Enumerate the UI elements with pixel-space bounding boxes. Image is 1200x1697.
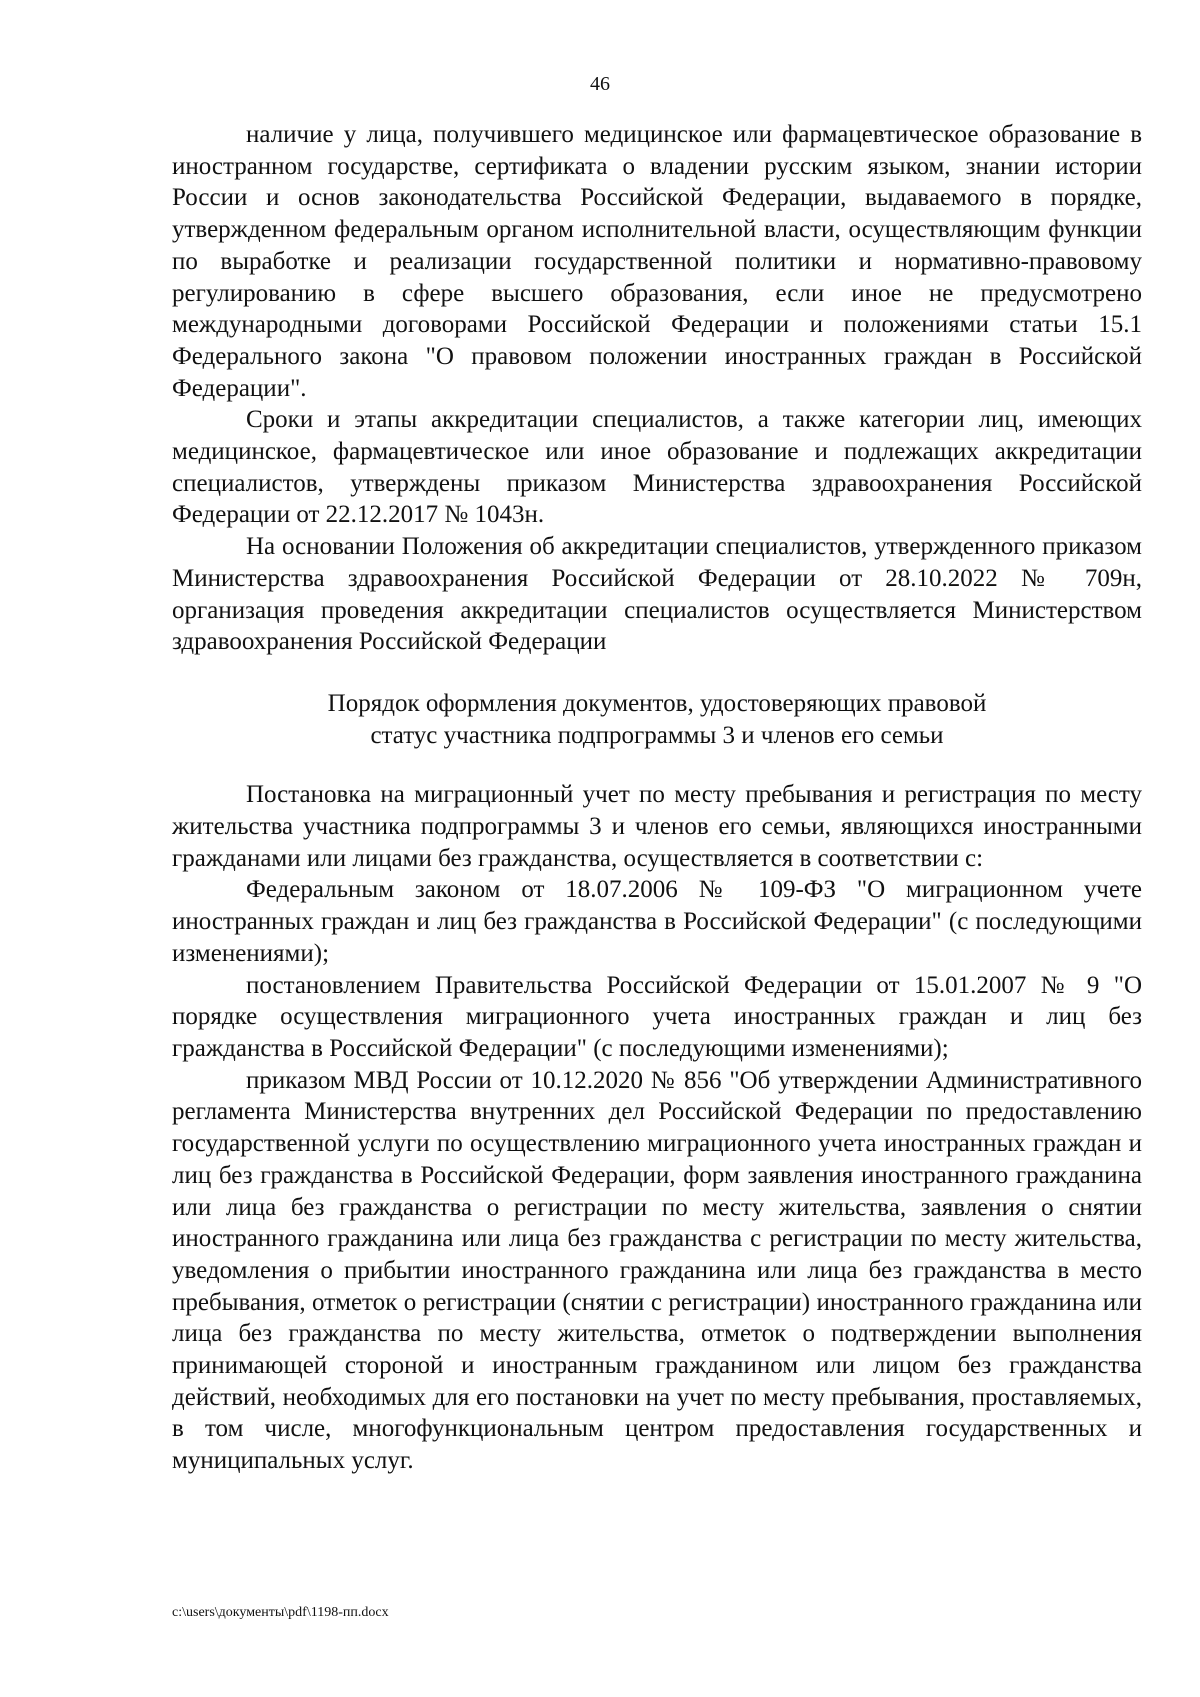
section-heading-line-1: Порядок оформления документов, удостоверяющих правовой <box>327 689 987 717</box>
paragraph-migration-registration: Постановка на миграционный учет по месту пребывания и регистрация по месту жительства участника подпрограммы 3 и членов его семьи, являющихся иностранными гражданами или лицами без гражданства, осуществляется в соответствии с: <box>172 781 1142 872</box>
paragraph-accreditation-organization: На основании Положения об аккредитации специалистов, утвержденного приказом Министерства здравоохранения Российской Федерации от 28.10.2022 № 709н, организация проведения аккредитации специалистов осуществляется Министерством здравоохранения Российской Федерации <box>172 533 1142 656</box>
section-heading <box>172 688 1142 751</box>
document-body <box>172 119 1142 1477</box>
paragraph-certificate-requirement: наличие у лица, получившего медицинское или фармацевтическое образование в иностранном государстве, сертификата о владении русским языком, знании истории России и основ законодательства Российской Федерации, выдаваемого в порядке, утвержденном федеральным органом исполнительной власти, осуществляющим функции по выработке и реализации государственной политики и нормативно-правовому регулированию в сфере высшего образования, если иное не предусмотрено международными договорами Российской Федерации и положениями статьи 15.1 Федерального закона "О правовом положении иностранных граждан в Российской Федерации". <box>172 121 1142 402</box>
page-number: 46 <box>590 73 610 95</box>
footer-file-path: c:\users\документы\pdf\1198-пп.docx <box>172 1605 389 1620</box>
paragraph-federal-law-109: Федеральным законом от 18.07.2006 № 109-ФЗ "О миграционном учете иностранных граждан и лиц без гражданства в Российской Федерации" (с последующими изменениями); <box>172 876 1142 967</box>
paragraph-accreditation-terms: Сроки и этапы аккредитации специалистов, а также категории лиц, имеющих медицинское, фармацевтическое или иное образование и подлежащих аккредитации специалистов, утверждены приказом Министерства здравоохранения Российской Федерации от 22.12.2017 № 1043н. <box>172 406 1142 529</box>
paragraph-government-decree-9: постановлением Правительства Российской Федерации от 15.01.2007 № 9 "О порядке осуществления миграционного учета иностранных граждан и лиц без гражданства в Российской Федерации" (с последующими изменениями); <box>172 971 1142 1062</box>
paragraph-mvd-order-856: приказом МВД России от 10.12.2020 № 856 "Об утверждении Административного регламента Министерства внутренних дел Российской Федерации по предоставлению государственной услуги по осуществлению миграционного учета иностранных граждан и лиц без гражданства в Российской Федерации, форм заявления иностранного гражданина или лица без гражданства о регистрации по месту жительства, заявления о снятии иностранного гражданина или лица без гражданства с регистрации по месту жительства, уведомления о прибытии иностранного гражданина или лица без гражданства в место пребывания, отметок о регистрации (снятии с регистрации) иностранного гражданина или лица без гражданства по месту жительства, отметок о подтверждении выполнения принимающей стороной и иностранным гражданином или лицом без гражданства действий, необходимых для его постановки на учет по месту пребывания, проставляемых, в том числе, многофункциональным центром предоставления государственных и муниципальных услуг. <box>172 1066 1142 1475</box>
section-heading-line-2: статус участника подпрограммы 3 и членов его семьи <box>370 721 944 749</box>
